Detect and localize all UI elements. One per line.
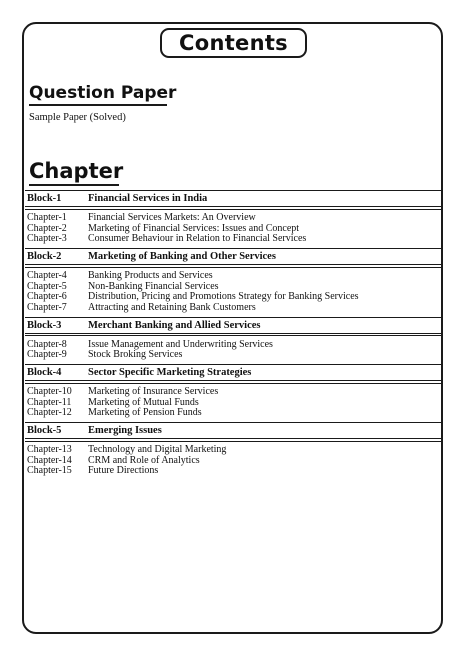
chapter-title: Technology and Digital Marketing <box>88 444 227 456</box>
chapter-title: CRM and Role of Analytics <box>88 454 200 466</box>
chapter-number: Chapter-14 <box>27 454 72 466</box>
chapter-list <box>25 441 441 481</box>
chapter-row <box>25 223 441 234</box>
chapter-title: Non-Banking Financial Services <box>88 280 219 292</box>
chapter-row <box>25 408 441 419</box>
block-title: Financial Services in India <box>88 193 208 204</box>
chapter-row <box>25 397 441 408</box>
block-row <box>25 422 441 439</box>
chapter-title: Future Directions <box>88 465 159 477</box>
contents-title-text: Contents <box>179 31 288 55</box>
chapter-title: Marketing of Financial Services: Issues and Concept <box>88 222 300 234</box>
question-paper-heading: Question Paper <box>29 83 177 103</box>
contents-title <box>160 28 307 58</box>
block-row <box>25 248 441 265</box>
chapter-row <box>25 302 441 313</box>
chapter-row <box>25 339 441 350</box>
chapter-row <box>25 445 441 456</box>
block-title: Marketing of Banking and Other Services <box>88 251 276 262</box>
chapter-number: Chapter-10 <box>27 386 72 398</box>
chapter-number: Chapter-9 <box>27 349 67 361</box>
chapter-list <box>25 209 441 249</box>
chapter-row <box>25 213 441 224</box>
block-label: Block-3 <box>27 319 62 331</box>
block-title: Merchant Banking and Allied Services <box>88 319 261 331</box>
chapter-title: Banking Products and Services <box>88 270 213 282</box>
block-label: Block-2 <box>27 251 62 262</box>
chapter-list <box>25 383 441 423</box>
chapter-title: Marketing of Mutual Funds <box>88 396 199 408</box>
chapter-row <box>25 350 441 361</box>
chapter-list <box>25 335 441 364</box>
chapter-title: Attracting and Retaining Bank Customers <box>88 301 256 313</box>
chapter-number: Chapter-6 <box>27 291 67 303</box>
chapter-title: Financial Services Markets: An Overview <box>88 212 256 224</box>
chapter-row <box>25 271 441 282</box>
block-row <box>25 317 441 334</box>
chapter-number: Chapter-11 <box>27 396 72 408</box>
block-row <box>25 190 441 207</box>
chapter-title: Marketing of Insurance Services <box>88 386 219 398</box>
chapter-row <box>25 234 441 245</box>
block-row <box>25 364 441 381</box>
chapter-number: Chapter-3 <box>27 233 67 245</box>
chapter-number: Chapter-7 <box>27 301 67 313</box>
table-of-contents <box>25 190 441 480</box>
chapter-number: Chapter-1 <box>27 212 67 224</box>
chapter-row <box>25 292 441 303</box>
chapter-number: Chapter-2 <box>27 222 67 234</box>
chapter-number: Chapter-8 <box>27 338 67 350</box>
chapter-number: Chapter-5 <box>27 280 67 292</box>
chapter-row <box>25 466 441 477</box>
chapter-row <box>25 455 441 466</box>
chapter-number: Chapter-4 <box>27 270 67 282</box>
chapter-number: Chapter-12 <box>27 407 72 419</box>
block-title: Emerging Issues <box>88 425 162 436</box>
block-label: Block-5 <box>27 425 62 436</box>
chapter-list <box>25 267 441 317</box>
block-label: Block-4 <box>27 367 62 378</box>
question-paper-underline <box>29 104 167 106</box>
chapter-title: Issue Management and Underwriting Services <box>88 338 273 350</box>
chapter-underline <box>29 184 119 186</box>
chapter-row <box>25 281 441 292</box>
chapter-number: Chapter-13 <box>27 444 72 456</box>
question-paper-item: Sample Paper (Solved) <box>29 112 126 123</box>
block-label: Block-1 <box>27 193 62 204</box>
chapter-number: Chapter-15 <box>27 465 72 477</box>
chapter-row <box>25 387 441 398</box>
block-title: Sector Specific Marketing Strategies <box>88 367 252 378</box>
chapter-title: Stock Broking Services <box>88 349 183 361</box>
chapter-heading: Chapter <box>29 159 124 183</box>
chapter-title: Marketing of Pension Funds <box>88 407 202 419</box>
chapter-title: Distribution, Pricing and Promotions Strategy for Banking Services <box>88 291 359 303</box>
chapter-title: Consumer Behaviour in Relation to Financial Services <box>88 233 307 245</box>
